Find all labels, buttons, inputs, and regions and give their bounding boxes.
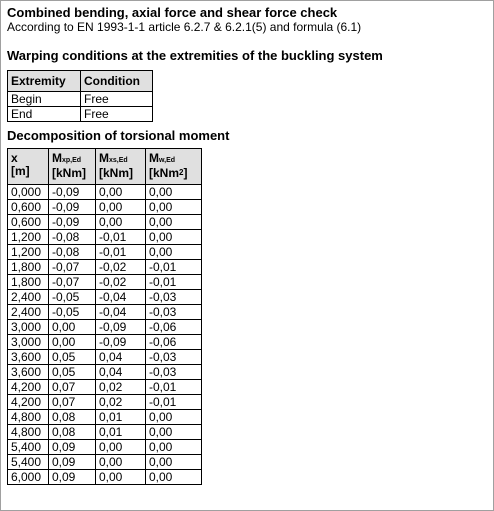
torsion-cell-x: 4,200 (8, 395, 49, 410)
torsion-heading: Decomposition of torsional moment (7, 128, 230, 143)
warping-cell-extremity: Begin (8, 92, 81, 107)
torsion-cell-mw: -0,01 (146, 380, 202, 395)
torsion-cell-mw: -0,03 (146, 290, 202, 305)
torsion-cell-mxs: 0,01 (96, 410, 146, 425)
torsion-cell-x: 3,000 (8, 335, 49, 350)
torsion-cell-mxs: 0,00 (96, 215, 146, 230)
col-unit: [kNm] (52, 166, 87, 180)
torsion-cell-mxp: 0,08 (49, 410, 96, 425)
report-title: Combined bending, axial force and shear force check (7, 5, 338, 20)
col-unit-end: ] (183, 166, 188, 180)
torsion-cell-mxp: -0,08 (49, 230, 96, 245)
warping-cell-extremity: End (8, 107, 81, 122)
torsion-cell-mxp: -0,07 (49, 260, 96, 275)
torsion-cell-mxp: -0,09 (49, 215, 96, 230)
torsion-cell-x: 3,600 (8, 350, 49, 365)
table-row (8, 107, 153, 122)
warping-cell-condition: Free (81, 92, 153, 107)
torsion-cell-mxs: -0,02 (96, 260, 146, 275)
torsion-cell-mxs: 0,00 (96, 455, 146, 470)
torsion-cell-mw: 0,00 (146, 410, 202, 425)
torsion-cell-mw: 0,00 (146, 425, 202, 440)
torsion-cell-mxp: 0,09 (49, 470, 96, 485)
torsion-cell-mxs: 0,01 (96, 425, 146, 440)
col-subscript: w,Ed (159, 157, 176, 164)
table-row (8, 335, 202, 350)
table-row (8, 440, 202, 455)
torsion-cell-x: 4,800 (8, 410, 49, 425)
torsion-col-x (8, 149, 49, 185)
torsion-cell-x: 1,800 (8, 275, 49, 290)
torsion-cell-x: 3,600 (8, 365, 49, 380)
torsion-cell-mw: 0,00 (146, 185, 202, 200)
torsion-cell-x: 0,600 (8, 200, 49, 215)
torsion-header-row (8, 149, 202, 185)
warping-table (7, 70, 153, 122)
report-content (7, 5, 383, 485)
torsion-cell-mxp: 0,08 (49, 425, 96, 440)
torsion-cell-mxp: -0,05 (49, 305, 96, 320)
torsion-cell-x: 1,800 (8, 260, 49, 275)
torsion-cell-mw: -0,01 (146, 395, 202, 410)
warping-cell-condition: Free (81, 107, 153, 122)
torsion-table (7, 148, 202, 485)
torsion-cell-mxs: -0,01 (96, 245, 146, 260)
torsion-cell-mxp: -0,09 (49, 200, 96, 215)
warping-heading: Warping conditions at the extremities of the buckling system (7, 48, 383, 63)
table-row (8, 455, 202, 470)
col-unit-superscript: 2 (179, 168, 184, 177)
torsion-cell-mw: -0,01 (146, 260, 202, 275)
warping-col-condition: Condition (81, 71, 153, 92)
col-symbol: M (149, 151, 159, 165)
torsion-cell-mxp: 0,05 (49, 365, 96, 380)
table-row (8, 215, 202, 230)
torsion-cell-mxp: 0,00 (49, 335, 96, 350)
torsion-cell-mxs: -0,04 (96, 290, 146, 305)
torsion-cell-x: 3,000 (8, 320, 49, 335)
torsion-cell-mxs: 0,00 (96, 200, 146, 215)
table-row (8, 320, 202, 335)
torsion-cell-mw: -0,03 (146, 350, 202, 365)
torsion-cell-x: 6,000 (8, 470, 49, 485)
torsion-cell-mw: -0,03 (146, 365, 202, 380)
torsion-cell-mw: 0,00 (146, 455, 202, 470)
torsion-cell-mxp: 0,07 (49, 380, 96, 395)
torsion-cell-mw: -0,06 (146, 320, 202, 335)
torsion-cell-x: 0,000 (8, 185, 49, 200)
table-row (8, 245, 202, 260)
torsion-col-mxs (96, 149, 146, 185)
torsion-cell-x: 4,200 (8, 380, 49, 395)
col-subscript: xs,Ed (109, 157, 128, 164)
torsion-cell-mw: 0,00 (146, 200, 202, 215)
table-row (8, 260, 202, 275)
torsion-cell-mxs: -0,01 (96, 230, 146, 245)
torsion-cell-x: 2,400 (8, 290, 49, 305)
torsion-cell-mw: -0,01 (146, 275, 202, 290)
torsion-body (8, 185, 202, 485)
table-row (8, 305, 202, 320)
col-subscript: xp,Ed (62, 157, 82, 164)
table-row (8, 275, 202, 290)
table-row (8, 365, 202, 380)
table-row (8, 410, 202, 425)
torsion-cell-mxs: 0,04 (96, 365, 146, 380)
table-row (8, 470, 202, 485)
table-row (8, 380, 202, 395)
torsion-cell-mxp: 0,09 (49, 440, 96, 455)
torsion-cell-x: 5,400 (8, 455, 49, 470)
col-unit: [kNm (149, 166, 180, 180)
torsion-cell-mxs: 0,00 (96, 185, 146, 200)
torsion-col-mxp (49, 149, 96, 185)
torsion-cell-mxs: 0,02 (96, 380, 146, 395)
torsion-cell-mxp: 0,05 (49, 350, 96, 365)
report-subtitle: According to EN 1993-1-1 article 6.2.7 & 6.2.1(5) and formula (6.1) (7, 20, 362, 34)
table-row (8, 230, 202, 245)
warping-col-extremity: Extremity (8, 71, 81, 92)
table-row (8, 185, 202, 200)
torsion-cell-mxp: 0,07 (49, 395, 96, 410)
torsion-cell-mxs: 0,00 (96, 440, 146, 455)
col-symbol: M (99, 151, 109, 165)
torsion-cell-mxs: 0,04 (96, 350, 146, 365)
table-row (8, 92, 153, 107)
torsion-cell-mxs: 0,02 (96, 395, 146, 410)
col-unit: [m] (11, 164, 30, 178)
table-row (8, 350, 202, 365)
torsion-cell-mxs: -0,09 (96, 335, 146, 350)
torsion-cell-mxp: -0,05 (49, 290, 96, 305)
torsion-cell-mxp: 0,00 (49, 320, 96, 335)
col-unit: [kNm] (99, 166, 134, 180)
torsion-cell-mxp: 0,09 (49, 455, 96, 470)
col-symbol: x (11, 151, 18, 165)
torsion-cell-mxs: -0,02 (96, 275, 146, 290)
torsion-cell-x: 1,200 (8, 245, 49, 260)
torsion-cell-mw: 0,00 (146, 440, 202, 455)
torsion-cell-x: 2,400 (8, 305, 49, 320)
table-row (8, 395, 202, 410)
torsion-cell-mw: 0,00 (146, 230, 202, 245)
torsion-cell-mw: 0,00 (146, 215, 202, 230)
torsion-cell-mw: -0,06 (146, 335, 202, 350)
warping-header-row (8, 71, 153, 92)
table-row (8, 200, 202, 215)
torsion-col-mw (146, 149, 202, 185)
torsion-cell-mw: 0,00 (146, 470, 202, 485)
torsion-cell-mxs: 0,00 (96, 470, 146, 485)
torsion-cell-x: 4,800 (8, 425, 49, 440)
torsion-cell-x: 0,600 (8, 215, 49, 230)
torsion-cell-mxp: -0,07 (49, 275, 96, 290)
torsion-cell-mxp: -0,09 (49, 185, 96, 200)
torsion-cell-mw: -0,03 (146, 305, 202, 320)
torsion-cell-mxs: -0,09 (96, 320, 146, 335)
torsion-cell-mxp: -0,08 (49, 245, 96, 260)
torsion-cell-x: 5,400 (8, 440, 49, 455)
torsion-cell-mw: 0,00 (146, 245, 202, 260)
torsion-cell-mxs: -0,04 (96, 305, 146, 320)
col-symbol: M (52, 151, 62, 165)
torsion-cell-x: 1,200 (8, 230, 49, 245)
table-row (8, 425, 202, 440)
table-row (8, 290, 202, 305)
